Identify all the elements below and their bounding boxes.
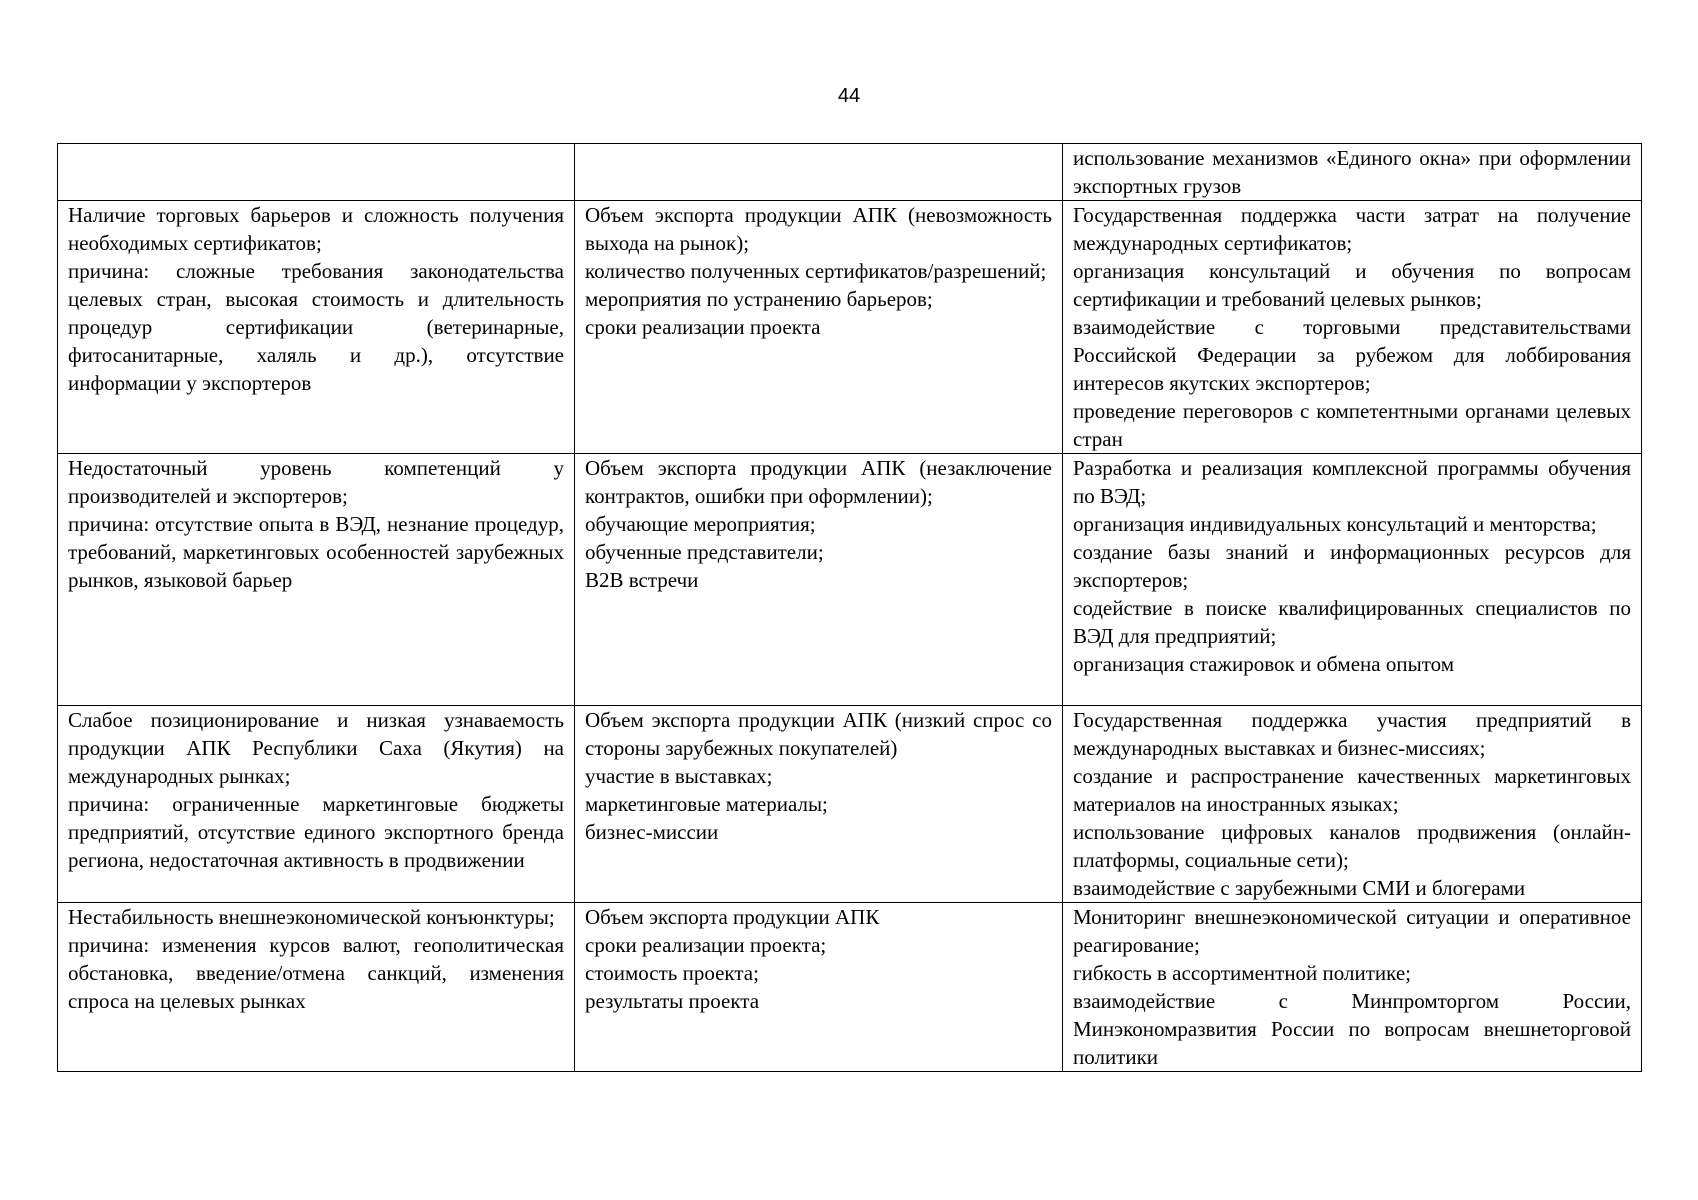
- measure-text: использование механизмов «Единого окна» при оформлении экспортных грузов: [1073, 146, 1631, 198]
- indicator-text: Объем экспорта продукции АПК (незаключение контрактов, ошибки при оформлении);: [585, 456, 1052, 508]
- measure-text: организация консультаций и обучения по вопросам сертификации и требований целевых рынков;: [1073, 259, 1631, 311]
- measure-text: создание и распространение качественных маркетинговых материалов на иностранных языках;: [1073, 764, 1631, 816]
- indicator-text: Объем экспорта продукции АПК (невозможность выхода на рынок);: [585, 203, 1052, 255]
- measure-text: проведение переговоров с компетентными органами целевых стран: [1073, 399, 1631, 451]
- indicators-cell: [575, 706, 1063, 903]
- risk-table-body: [58, 144, 1642, 1072]
- indicator-text: сроки реализации проекта: [585, 315, 821, 339]
- measure-text: создание базы знаний и информационных ресурсов для экспортеров;: [1073, 540, 1631, 592]
- indicator-text: бизнес-миссии: [585, 820, 719, 844]
- risk-text: Недостаточный уровень компетенций у производителей и экспортеров;: [68, 456, 564, 508]
- indicator-text: маркетинговые материалы;: [585, 792, 828, 816]
- risk-cell: [58, 201, 575, 454]
- risk-cell: [58, 454, 575, 706]
- measure-text: использование цифровых каналов продвижения (онлайн-платформы, социальные сети);: [1073, 820, 1631, 872]
- indicator-text: B2B встречи: [585, 568, 699, 592]
- measures-cell: [1063, 706, 1642, 903]
- indicators-cell: [575, 903, 1063, 1072]
- indicator-text: мероприятия по устранению барьеров;: [585, 287, 933, 311]
- measure-text: Государственная поддержка части затрат на получение международных сертификатов;: [1073, 203, 1631, 255]
- table-row: [58, 706, 1642, 903]
- measure-text: содействие в поиске квалифицированных специалистов по ВЭД для предприятий;: [1073, 596, 1631, 648]
- indicator-text: обученные представители;: [585, 540, 824, 564]
- indicator-text: Объем экспорта продукции АПК (низкий спрос со стороны зарубежных покупателей): [585, 708, 1052, 760]
- measure-text: Государственная поддержка участия предприятий в международных выставках и бизнес-миссиях;: [1073, 708, 1631, 760]
- indicators-cell: [575, 144, 1063, 201]
- indicator-text: количество полученных сертификатов/разрешений;: [585, 259, 1047, 283]
- indicator-text: обучающие мероприятия;: [585, 512, 816, 536]
- measure-text: взаимодействие с Минпромторгом России, Минэкономразвития России по вопросам внешнеторговой политики: [1073, 989, 1631, 1069]
- measures-cell: [1063, 201, 1642, 454]
- measure-text: организация стажировок и обмена опытом: [1073, 652, 1454, 676]
- risk-cause-text: причина: ограниченные маркетинговые бюджеты предприятий, отсутствие единого экспортного бренда региона, недостаточная активность в продвижении: [68, 792, 564, 872]
- measures-cell: [1063, 903, 1642, 1072]
- table-row: [58, 144, 1642, 201]
- risk-text: Нестабильность внешнеэкономической конъюнктуры;: [68, 905, 555, 929]
- indicators-cell: [575, 201, 1063, 454]
- measure-text: гибкость в ассортиментной политике;: [1073, 961, 1411, 985]
- risk-cause-text: причина: сложные требования законодательства целевых стран, высокая стоимость и длительность процедур сертификации (ветеринарные, фитосанитарные, халяль и др.), отсутствие информации у экспортеров: [68, 259, 564, 395]
- risk-text: Наличие торговых барьеров и сложность получения необходимых сертификатов;: [68, 203, 564, 255]
- risk-table: [57, 143, 1642, 1072]
- measure-text: Мониторинг внешнеэкономической ситуации и оперативное реагирование;: [1073, 905, 1631, 957]
- measures-cell: [1063, 144, 1642, 201]
- indicator-text: сроки реализации проекта;: [585, 933, 827, 957]
- risk-cell: [58, 144, 575, 201]
- measure-text: организация индивидуальных консультаций и менторства;: [1073, 512, 1597, 536]
- risk-text: Слабое позиционирование и низкая узнаваемость продукции АПК Республики Саха (Якутия) на международных рынках;: [68, 708, 564, 788]
- measure-text: взаимодействие с торговыми представительствами Российской Федерации за рубежом для лоббирования интересов якутских экспортеров;: [1073, 315, 1631, 395]
- risk-cause-text: причина: изменения курсов валют, геополитическая обстановка, введение/отмена санкций, изменения спроса на целевых рынках: [68, 933, 564, 1013]
- indicator-text: стоимость проекта;: [585, 961, 759, 985]
- indicator-text: участие в выставках;: [585, 764, 773, 788]
- measure-text: Разработка и реализация комплексной программы обучения по ВЭД;: [1073, 456, 1631, 508]
- risk-cause-text: причина: отсутствие опыта в ВЭД, незнание процедур, требований, маркетинговых особенностей зарубежных рынков, языковой барьер: [68, 512, 564, 592]
- page-number: 44: [837, 85, 861, 107]
- table-row: [58, 201, 1642, 454]
- risk-cell: [58, 903, 575, 1072]
- table-row: [58, 903, 1642, 1072]
- indicators-cell: [575, 454, 1063, 706]
- indicator-text: Объем экспорта продукции АПК: [585, 905, 880, 929]
- risk-cell: [58, 706, 575, 903]
- table-row: [58, 454, 1642, 706]
- measures-cell: [1063, 454, 1642, 706]
- indicator-text: результаты проекта: [585, 989, 760, 1013]
- measure-text: взаимодействие с зарубежными СМИ и блогерами: [1073, 876, 1526, 900]
